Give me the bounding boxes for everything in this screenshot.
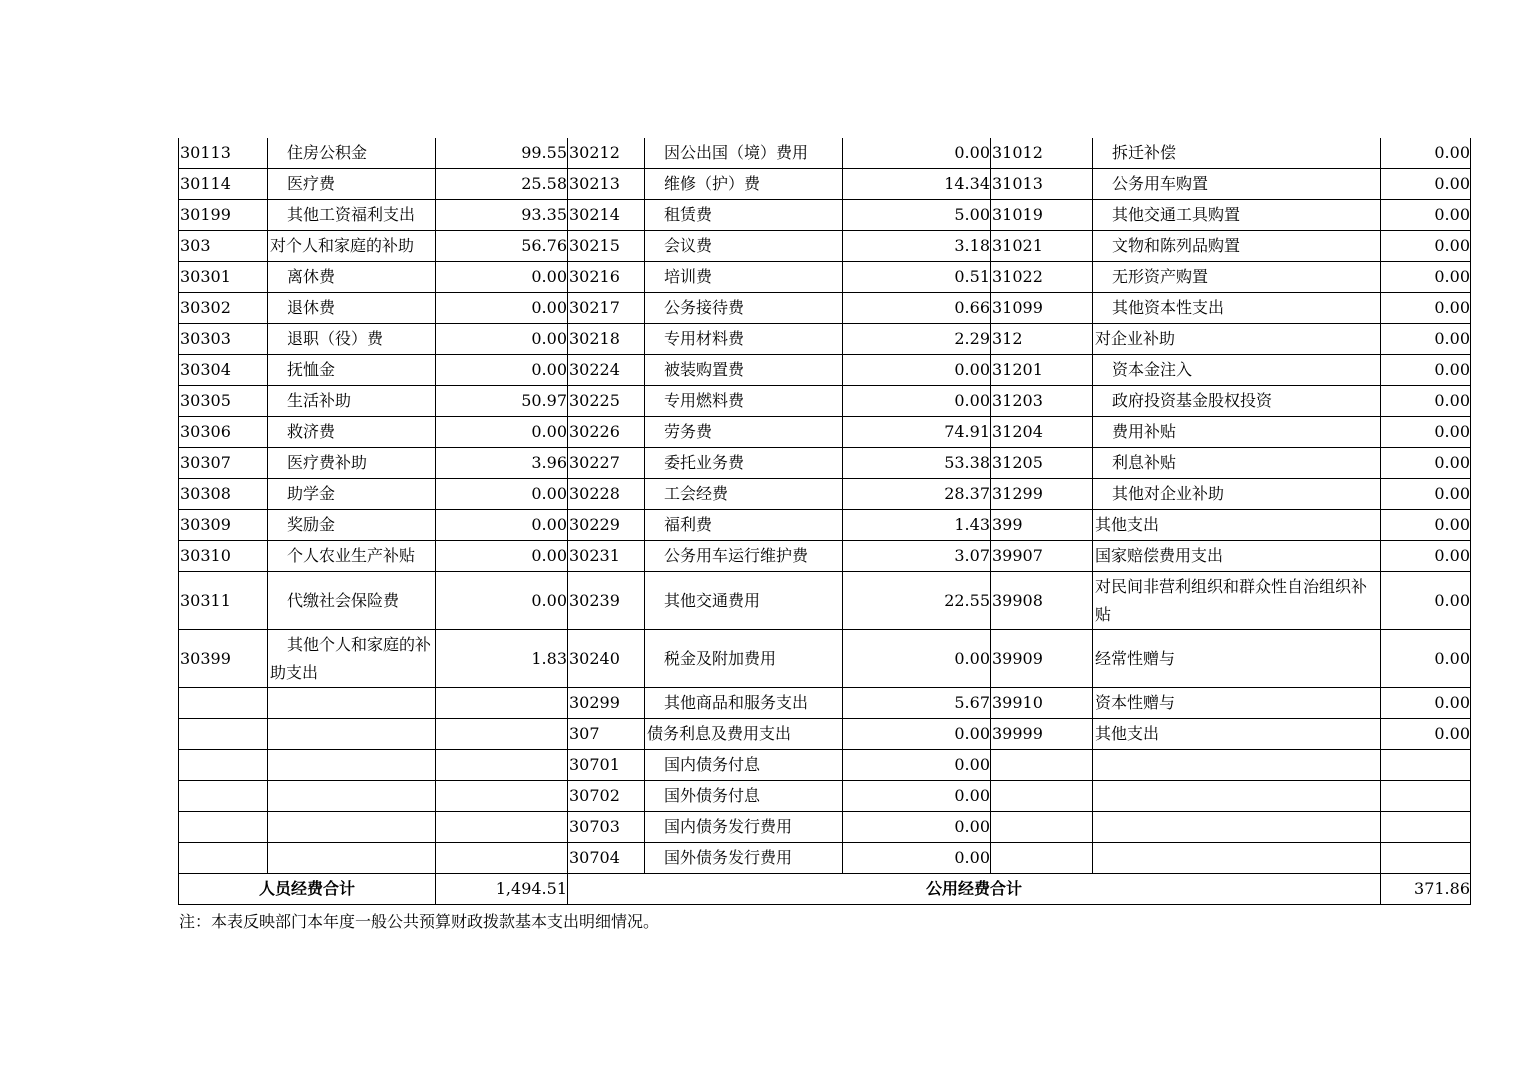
item-code-cell: 30231 [568,541,645,572]
item-name-cell: 国家赔偿费用支出 [1093,541,1381,572]
item-name-cell: 对个人和家庭的补助 [268,231,436,262]
table-row [179,293,1471,324]
item-code-cell: 30311 [179,572,268,630]
expenditure-detail-table [178,138,1471,905]
item-code-cell [991,812,1093,843]
item-amount-cell: 0.00 [1381,541,1471,572]
table-row [179,138,1471,169]
item-amount-cell [436,719,568,750]
item-name-cell: 资本性赠与 [1093,688,1381,719]
item-name-cell: 个人农业生产补贴 [268,541,436,572]
item-name-cell: 其他交通费用 [645,572,843,630]
item-code-cell: 31012 [991,138,1093,169]
item-code-cell: 307 [568,719,645,750]
item-amount-cell: 0.00 [1381,355,1471,386]
table-row [179,324,1471,355]
item-amount-cell: 0.00 [1381,324,1471,355]
item-name-cell: 专用材料费 [645,324,843,355]
table-row [179,630,1471,688]
item-name-cell: 租赁费 [645,200,843,231]
table-row [179,719,1471,750]
item-name-cell: 维修（护）费 [645,169,843,200]
item-amount-cell: 28.37 [843,479,991,510]
item-code-cell: 30306 [179,417,268,448]
totals-row [179,874,1471,905]
item-code-cell: 399 [991,510,1093,541]
item-amount-cell: 0.00 [1381,510,1471,541]
item-amount-cell: 0.00 [436,293,568,324]
item-code-cell: 30227 [568,448,645,479]
item-amount-cell: 50.97 [436,386,568,417]
item-code-cell: 30217 [568,293,645,324]
item-name-cell: 利息补贴 [1093,448,1381,479]
item-name-cell: 拆迁补偿 [1093,138,1381,169]
item-name-cell: 经常性赠与 [1093,630,1381,688]
item-amount-cell: 0.00 [843,843,991,874]
item-name-cell: 其他对企业补助 [1093,479,1381,510]
item-code-cell: 30299 [568,688,645,719]
item-code-cell: 30213 [568,169,645,200]
item-code-cell: 31299 [991,479,1093,510]
item-code-cell [179,781,268,812]
item-code-cell: 30304 [179,355,268,386]
item-code-cell: 39909 [991,630,1093,688]
item-name-cell: 其他支出 [1093,510,1381,541]
table-row [179,812,1471,843]
item-name-cell: 其他交通工具购置 [1093,200,1381,231]
item-code-cell: 30308 [179,479,268,510]
item-name-cell [268,750,436,781]
table-row [179,541,1471,572]
item-code-cell: 30225 [568,386,645,417]
item-amount-cell: 1.43 [843,510,991,541]
item-name-cell: 助学金 [268,479,436,510]
item-name-cell: 税金及附加费用 [645,630,843,688]
item-code-cell [179,750,268,781]
item-name-cell: 代缴社会保险费 [268,572,436,630]
table-row [179,231,1471,262]
item-name-cell: 住房公积金 [268,138,436,169]
item-name-cell: 因公出国（境）费用 [645,138,843,169]
item-amount-cell: 0.00 [1381,719,1471,750]
item-code-cell: 30216 [568,262,645,293]
item-name-cell: 工会经费 [645,479,843,510]
item-name-cell: 国外债务发行费用 [645,843,843,874]
item-name-cell: 培训费 [645,262,843,293]
item-code-cell [179,688,268,719]
item-amount-cell: 0.00 [436,541,568,572]
item-code-cell: 31203 [991,386,1093,417]
item-code-cell: 30199 [179,200,268,231]
item-name-cell: 抚恤金 [268,355,436,386]
item-amount-cell: 53.38 [843,448,991,479]
item-code-cell: 31201 [991,355,1093,386]
item-amount-cell: 3.18 [843,231,991,262]
item-amount-cell: 0.00 [1381,200,1471,231]
item-code-cell [179,843,268,874]
item-name-cell: 救济费 [268,417,436,448]
table-row [179,386,1471,417]
item-amount-cell: 0.00 [436,510,568,541]
table-row [179,781,1471,812]
item-name-cell: 委托业务费 [645,448,843,479]
item-amount-cell: 0.00 [1381,262,1471,293]
item-name-cell [268,843,436,874]
item-amount-cell: 0.00 [843,138,991,169]
item-amount-cell: 3.96 [436,448,568,479]
personnel-total-label: 人员经费合计 [179,874,436,905]
item-name-cell: 其他资本性支出 [1093,293,1381,324]
item-amount-cell: 0.00 [1381,293,1471,324]
item-name-cell: 公务用车购置 [1093,169,1381,200]
item-amount-cell: 0.00 [1381,231,1471,262]
item-code-cell: 39907 [991,541,1093,572]
item-code-cell: 30399 [179,630,268,688]
item-amount-cell: 0.00 [436,572,568,630]
item-amount-cell: 0.00 [843,386,991,417]
item-code-cell: 30301 [179,262,268,293]
item-code-cell [991,750,1093,781]
item-name-cell [268,812,436,843]
item-code-cell: 30309 [179,510,268,541]
item-amount-cell: 0.00 [1381,479,1471,510]
item-amount-cell: 0.00 [1381,138,1471,169]
item-name-cell: 其他支出 [1093,719,1381,750]
item-amount-cell: 0.00 [843,719,991,750]
item-name-cell: 劳务费 [645,417,843,448]
item-code-cell [179,719,268,750]
item-code-cell: 30228 [568,479,645,510]
item-name-cell: 公务用车运行维护费 [645,541,843,572]
item-name-cell: 会议费 [645,231,843,262]
item-amount-cell [1381,843,1471,874]
personnel-total-amount: 1,494.51 [436,874,568,905]
table-row [179,200,1471,231]
item-code-cell: 30240 [568,630,645,688]
item-code-cell [991,781,1093,812]
item-amount-cell: 0.00 [436,262,568,293]
item-name-cell: 公务接待费 [645,293,843,324]
item-code-cell: 30212 [568,138,645,169]
item-code-cell: 30114 [179,169,268,200]
item-name-cell: 国内债务发行费用 [645,812,843,843]
item-code-cell: 30701 [568,750,645,781]
item-name-cell: 其他工资福利支出 [268,200,436,231]
table-row [179,417,1471,448]
item-name-cell: 对企业补助 [1093,324,1381,355]
item-name-cell: 资本金注入 [1093,355,1381,386]
item-code-cell: 30307 [179,448,268,479]
item-name-cell [1093,750,1381,781]
table-body [179,138,1471,874]
item-name-cell: 国内债务付息 [645,750,843,781]
table-row [179,843,1471,874]
item-code-cell [179,812,268,843]
item-name-cell: 福利费 [645,510,843,541]
item-amount-cell: 0.00 [1381,630,1471,688]
item-code-cell: 39999 [991,719,1093,750]
item-code-cell: 30215 [568,231,645,262]
item-code-cell: 31204 [991,417,1093,448]
item-amount-cell: 93.35 [436,200,568,231]
item-code-cell: 30305 [179,386,268,417]
item-code-cell [991,843,1093,874]
item-code-cell: 31099 [991,293,1093,324]
item-amount-cell: 0.51 [843,262,991,293]
item-amount-cell: 0.00 [436,355,568,386]
item-name-cell: 文物和陈列品购置 [1093,231,1381,262]
item-code-cell: 30239 [568,572,645,630]
item-code-cell: 31013 [991,169,1093,200]
item-amount-cell: 0.00 [843,355,991,386]
item-name-cell: 其他个人和家庭的补助支出 [268,630,436,688]
item-amount-cell: 0.00 [843,750,991,781]
item-name-cell: 政府投资基金股权投资 [1093,386,1381,417]
item-amount-cell: 0.00 [1381,417,1471,448]
item-amount-cell: 0.00 [1381,448,1471,479]
item-name-cell [1093,781,1381,812]
table-row [179,169,1471,200]
item-amount-cell: 0.00 [1381,386,1471,417]
item-amount-cell: 0.00 [843,812,991,843]
item-code-cell: 30218 [568,324,645,355]
item-amount-cell: 56.76 [436,231,568,262]
item-name-cell: 债务利息及费用支出 [645,719,843,750]
table-row [179,262,1471,293]
item-amount-cell: 0.00 [1381,688,1471,719]
item-code-cell: 30302 [179,293,268,324]
item-code-cell: 30214 [568,200,645,231]
public-total-amount: 371.86 [1381,874,1471,905]
item-amount-cell: 3.07 [843,541,991,572]
item-code-cell: 30703 [568,812,645,843]
item-amount-cell: 0.66 [843,293,991,324]
item-amount-cell: 14.34 [843,169,991,200]
item-name-cell: 奖励金 [268,510,436,541]
table-row [179,572,1471,630]
item-amount-cell: 0.00 [843,781,991,812]
item-code-cell: 30226 [568,417,645,448]
item-code-cell: 303 [179,231,268,262]
item-code-cell: 30113 [179,138,268,169]
item-name-cell: 费用补贴 [1093,417,1381,448]
item-code-cell: 31205 [991,448,1093,479]
item-amount-cell [1381,750,1471,781]
item-name-cell: 离休费 [268,262,436,293]
item-name-cell: 生活补助 [268,386,436,417]
item-name-cell: 退休费 [268,293,436,324]
item-name-cell [268,688,436,719]
item-name-cell [1093,812,1381,843]
item-amount-cell [436,781,568,812]
item-amount-cell [1381,781,1471,812]
item-name-cell: 医疗费补助 [268,448,436,479]
item-amount-cell: 0.00 [843,630,991,688]
item-name-cell: 无形资产购置 [1093,262,1381,293]
item-amount-cell: 2.29 [843,324,991,355]
item-amount-cell: 0.00 [436,324,568,355]
table-row [179,355,1471,386]
item-code-cell: 30702 [568,781,645,812]
table-row [179,479,1471,510]
table-row [179,750,1471,781]
item-amount-cell [436,812,568,843]
item-amount-cell: 99.55 [436,138,568,169]
item-amount-cell: 0.00 [436,417,568,448]
item-amount-cell: 74.91 [843,417,991,448]
item-code-cell: 39910 [991,688,1093,719]
item-name-cell: 其他商品和服务支出 [645,688,843,719]
item-code-cell: 312 [991,324,1093,355]
table-row [179,510,1471,541]
table-row [179,448,1471,479]
item-name-cell: 国外债务付息 [645,781,843,812]
item-amount-cell: 5.00 [843,200,991,231]
table-note: 注：本表反映部门本年度一般公共预算财政拨款基本支出明细情况。 [179,912,660,931]
item-amount-cell: 5.67 [843,688,991,719]
item-amount-cell: 1.83 [436,630,568,688]
item-code-cell: 30310 [179,541,268,572]
item-amount-cell: 25.58 [436,169,568,200]
item-name-cell: 对民间非营利组织和群众性自治组织补贴 [1093,572,1381,630]
item-name-cell: 医疗费 [268,169,436,200]
public-total-label: 公用经费合计 [568,874,1381,905]
table-row [179,688,1471,719]
item-name-cell [1093,843,1381,874]
item-name-cell: 专用燃料费 [645,386,843,417]
item-amount-cell: 0.00 [436,479,568,510]
item-amount-cell [1381,812,1471,843]
item-code-cell: 31022 [991,262,1093,293]
item-amount-cell: 0.00 [1381,169,1471,200]
item-code-cell: 30229 [568,510,645,541]
item-name-cell [268,719,436,750]
item-code-cell: 39908 [991,572,1093,630]
item-name-cell: 退职（役）费 [268,324,436,355]
item-amount-cell: 22.55 [843,572,991,630]
item-amount-cell [436,843,568,874]
item-name-cell [268,781,436,812]
item-code-cell: 30303 [179,324,268,355]
item-name-cell: 被装购置费 [645,355,843,386]
item-amount-cell: 0.00 [1381,572,1471,630]
item-code-cell: 30224 [568,355,645,386]
item-amount-cell [436,688,568,719]
item-code-cell: 30704 [568,843,645,874]
item-amount-cell [436,750,568,781]
item-code-cell: 31019 [991,200,1093,231]
item-code-cell: 31021 [991,231,1093,262]
